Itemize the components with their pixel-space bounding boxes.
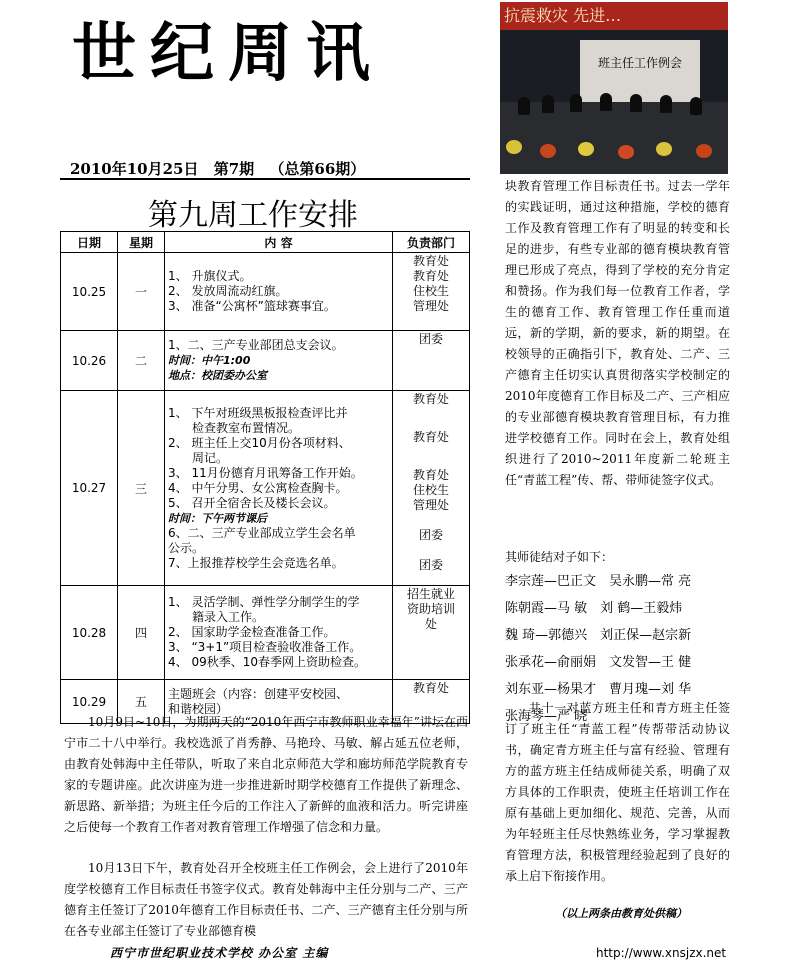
person-figure xyxy=(690,97,702,115)
pair-line: 张承花—俞丽娟 文发智—王 健 xyxy=(505,655,692,670)
item-line: 1、二、三产专业部团总支会议。 xyxy=(168,338,344,352)
issue-date: 2010年10月25日 xyxy=(70,160,199,178)
table-header-row xyxy=(61,232,470,253)
item-line: 3、 “3+1”项目检查验收准备工作。 xyxy=(168,640,362,654)
item-line: 周记。 xyxy=(192,450,229,465)
item-line: 6、二、三产专业部成立学生会名单 xyxy=(168,525,356,540)
row-items xyxy=(165,331,393,391)
credit-line: （以上两条由教育处供稿） xyxy=(555,907,687,920)
item-line: 2、 发放周流动红旗。 xyxy=(168,284,288,298)
table-row xyxy=(61,253,470,331)
row-weekday: 二 xyxy=(118,331,165,391)
table-row xyxy=(61,586,470,680)
photo-banner: 抗震救灾 先进… xyxy=(500,2,728,30)
dept-line xyxy=(396,453,466,468)
item-line: 7、上报推荐校学生会竞选名单。 xyxy=(168,555,344,570)
person-figure xyxy=(630,94,642,112)
schedule-title: 第九周工作安排 xyxy=(148,198,358,233)
right-paragraph-2: 共十一对蓝方班主任和青方班主任签订了班主任“青蓝工程”传帮带活动协议书，确定青方班主任与富有经验、管理有方的蓝方班主任结成师徒关系，明确了双方具体的工作职责，使班主任培训工作在原有基础上更加细化、规范、完善，从而为年轻班主任尽快熟练业务，学习掌握教育管理方法，积极管理经验起到了良好的承上启下衔接作用。 xyxy=(505,701,730,883)
dept-line xyxy=(396,407,466,422)
row-items xyxy=(165,391,393,586)
item-line: 主题班会（内容：创建平安校园、 xyxy=(168,686,349,701)
item-line: 公示。 xyxy=(168,540,205,555)
item-line: 3、 11月份德育月讯筹备工作开始。 xyxy=(168,465,363,480)
row-dept xyxy=(393,391,470,586)
meeting-photo xyxy=(500,2,728,174)
item-line: 1、 升旗仪式。 xyxy=(168,269,252,283)
item-place: 地点：校团委办公室 xyxy=(168,369,267,382)
dept-line: 教育处 xyxy=(412,254,449,268)
dept-line xyxy=(396,513,466,528)
flower-decoration xyxy=(540,144,556,158)
dept-line: 团委 xyxy=(418,528,443,542)
item-time: 时间：中午1:00 xyxy=(168,354,251,367)
row-date: 10.26 xyxy=(61,331,118,391)
person-figure xyxy=(518,97,530,115)
person-figure xyxy=(600,93,612,111)
item-line: 5、 召开全宿舍长及楼长会议。 xyxy=(168,495,336,510)
pair-line: 李宗莲—巴正文 吴永鹏—常 亮 xyxy=(505,574,692,589)
item-line: 4、 09秋季、10春季网上资助检查。 xyxy=(168,655,366,669)
person-figure xyxy=(542,95,554,113)
row-dept xyxy=(393,586,470,680)
row-weekday: 三 xyxy=(118,391,165,586)
item-line: 和谐校园） xyxy=(168,701,229,716)
dept-line: 教育处 xyxy=(412,269,449,283)
dept-line xyxy=(396,543,466,558)
header-content: 内 容 xyxy=(165,232,393,253)
item-time: 时间：下午两节课后 xyxy=(168,511,267,525)
item-line: 1、 灵活学制、弹性学分制学生的学 xyxy=(168,595,360,609)
item-line: 检查教室布置情况。 xyxy=(192,420,301,435)
flower-decoration xyxy=(656,142,672,156)
table-row xyxy=(61,331,470,391)
flower-decoration xyxy=(506,140,522,154)
item-line: 2、 班主任上交10月份各项材料、 xyxy=(168,435,351,450)
pair-line: 刘东亚—杨果才 曹月瑰—刘 华 xyxy=(505,682,692,697)
pair-line: 张海琴—严 晓 xyxy=(505,709,588,724)
left-paragraph-2: 10月13日下午，教育处召开全校班主任工作例会，会上进行了2010年度学校德育工作目标责任书签字仪式。教育处韩海中主任分别与二产、三产德育主任签订了2010年德育工作目标责任书、二产、三产德育主任分别与所在各专业部主任签订了专业部德育模 xyxy=(64,861,468,938)
issue-total: （总第66期） xyxy=(269,160,366,178)
pair-line: 陈朝霞—马 敏 刘 鹤—王毅炜 xyxy=(505,601,683,616)
item-line: 4、 中午分男、女公寓检查胸卡。 xyxy=(168,480,348,495)
footer-url[interactable]: http://www.xnsjzx.net xyxy=(596,946,727,960)
row-items xyxy=(165,253,393,331)
header-date: 日期 xyxy=(61,232,118,253)
left-paragraph-1: 10月9日~10日，为期两天的“2010年西宁市教师职业幸福年”讲坛在西宁市二十八中举行。我校选派了肖秀静、马艳玲、马敏、解占延五位老师，由教育处韩海中主任带队，听取了来自北京师范大学和廊坊师范学院教育专家的专题讲座。此次讲座为进一步推进新时期学校德育工作提供了新理念、新思路、新举措；为班主任今后的工作注入了新鲜的血液和活力。听完讲座之后使每一个教育工作者对教育管理工作增强了信念和力量。 xyxy=(64,715,468,834)
flower-decoration xyxy=(618,145,634,159)
row-dept xyxy=(393,331,470,391)
dept-line: 教育处 xyxy=(412,468,449,482)
row-date: 10.27 xyxy=(61,391,118,586)
header-weekday: 星期 xyxy=(118,232,165,253)
right-paragraph-1: 块教育管理工作目标责任书。过去一学年的实践证明，通过这种措施，学校的德育工作及教育管理工作有了明显的转变和长足的进步，有些专业部的德育模块教育管理已形成了亮点，得到了学校的充分肯定和赞扬。作为我们每一位教育工作者，学生的德育工作、教育管理工作任重而道远，新的学期，新的要求，新的期望。在校领导的正确指引下，教育处、二产、三产德育主任切实认真贯彻落实学校制定的2010年度德育工作目标及二产、三产相应的专业部德育模块教育管理目标，有力推进学校德育工作。同时在会上，教育处组织进行了2010~2011年度新二轮班主任“青蓝工程”传、帮、带师徒签字仪式。 xyxy=(505,179,730,487)
item-line: 3、 准备“公寓杯”篮球赛事宜。 xyxy=(168,299,336,313)
item-line: 2、 国家助学金检查准备工作。 xyxy=(168,625,336,639)
row-dept xyxy=(393,253,470,331)
issue-number: 第7期 xyxy=(213,160,255,178)
screen-text: 班主任工作例会 xyxy=(598,56,683,70)
item-line: 籍录入工作。 xyxy=(192,610,265,624)
person-figure xyxy=(660,95,672,113)
dept-line: 处 xyxy=(424,617,437,631)
dept-line: 管理处 xyxy=(412,498,449,512)
dept-line: 团委 xyxy=(418,558,443,572)
dept-line: 教育处 xyxy=(412,681,449,695)
masthead-rule xyxy=(60,178,470,180)
item-line: 1、 下午对班级黑板报检查评比并 xyxy=(168,405,348,420)
pair-line: 魏 琦—郭德兴 刘正保—赵宗新 xyxy=(505,628,692,643)
flower-decoration xyxy=(696,144,712,158)
dept-line: 管理处 xyxy=(412,299,449,313)
row-date: 10.28 xyxy=(61,586,118,680)
row-weekday: 四 xyxy=(118,586,165,680)
issue-line xyxy=(70,158,375,179)
masthead-title: 世纪周讯 xyxy=(72,16,384,91)
pairs-intro: 其师徒结对子如下： xyxy=(505,550,614,564)
dept-line: 招生就业 xyxy=(406,587,455,601)
table-row xyxy=(61,391,470,586)
flower-decoration xyxy=(578,142,594,156)
dept-line: 住校生 xyxy=(412,483,449,497)
footer-editor: 西宁市世纪职业技术学校 办公室 主编 xyxy=(110,946,329,960)
dept-line: 住校生 xyxy=(412,284,449,298)
row-date: 10.29 xyxy=(61,680,118,724)
row-date: 10.25 xyxy=(61,253,118,331)
row-weekday: 五 xyxy=(118,680,165,724)
dept-line: 教育处 xyxy=(412,392,449,406)
schedule-table xyxy=(60,231,470,724)
row-items xyxy=(165,586,393,680)
projection-screen xyxy=(580,40,700,102)
dept-line: 教育处 xyxy=(412,430,449,444)
row-weekday: 一 xyxy=(118,253,165,331)
dept-line: 资助培训 xyxy=(406,602,455,616)
person-figure xyxy=(570,94,582,112)
dept-line: 团委 xyxy=(418,332,443,346)
header-dept: 负责部门 xyxy=(393,232,470,253)
